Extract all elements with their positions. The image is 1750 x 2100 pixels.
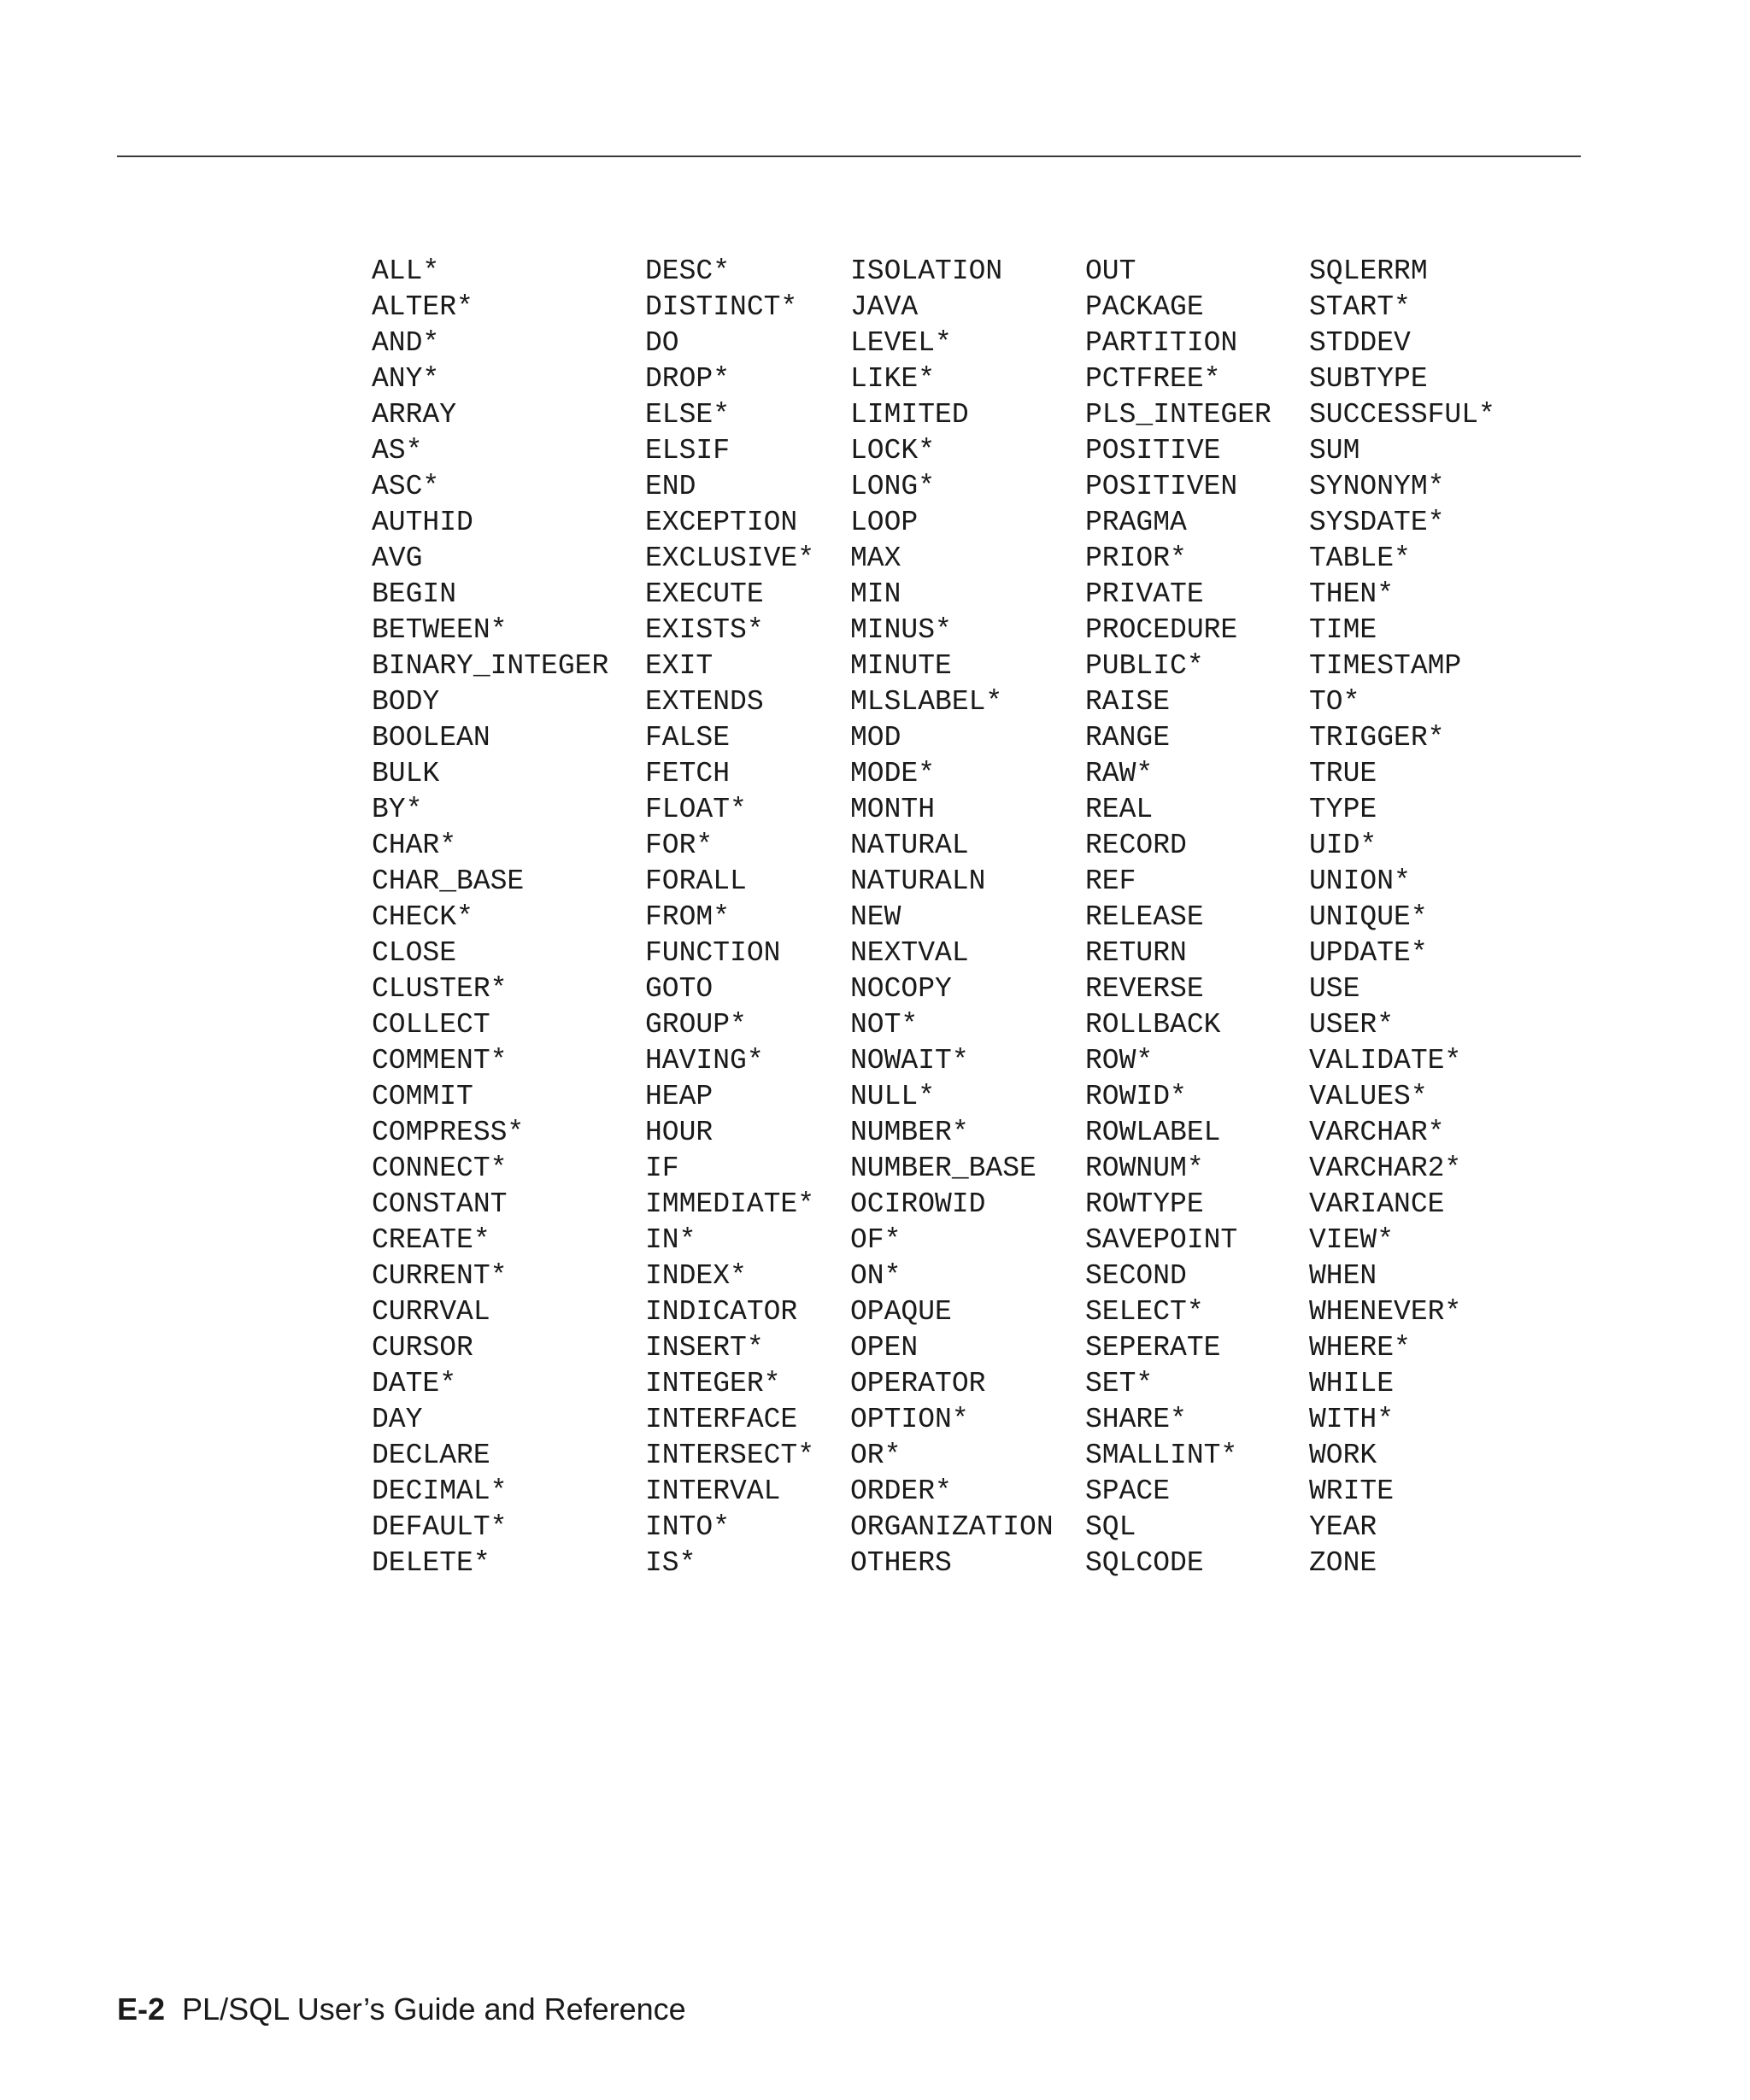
- reserved-word: FORALL: [645, 865, 747, 897]
- reserved-word: INDICATOR: [645, 1296, 798, 1328]
- reserved-word: TO*: [1309, 686, 1360, 718]
- reserved-word: REAL: [1085, 794, 1154, 825]
- reserved-word: PRIVATE: [1085, 578, 1204, 610]
- reserved-word: RANGE: [1085, 722, 1171, 754]
- reserved-word: COMMIT: [372, 1081, 473, 1112]
- page-footer: [117, 1991, 686, 2028]
- reserved-word: LIMITED: [850, 399, 969, 431]
- reserved-word: LONG*: [850, 471, 936, 502]
- reserved-word: INTERSECT*: [645, 1440, 815, 1471]
- reserved-word: TRUE: [1309, 758, 1377, 789]
- reserved-word: HOUR: [645, 1117, 714, 1148]
- reserved-word: GOTO: [645, 973, 714, 1005]
- reserved-word: COMMENT*: [372, 1045, 508, 1076]
- reserved-word: HAVING*: [645, 1045, 764, 1076]
- reserved-word: WHERE*: [1309, 1332, 1411, 1364]
- reserved-word: LOOP: [850, 507, 919, 538]
- reserved-word: MINUS*: [850, 614, 952, 646]
- reserved-word: EXISTS*: [645, 614, 764, 646]
- reserved-word: EXCLUSIVE*: [645, 543, 815, 574]
- reserved-word: ALL*: [372, 255, 440, 287]
- reserved-word: COMPRESS*: [372, 1117, 525, 1148]
- reserved-word: AND*: [372, 327, 440, 359]
- reserved-word: DECLARE: [372, 1440, 490, 1471]
- reserved-word: ASC*: [372, 471, 440, 502]
- reserved-word: RECORD: [1085, 830, 1187, 861]
- reserved-word: OPTION*: [850, 1404, 969, 1435]
- reserved-word: OPAQUE: [850, 1296, 952, 1328]
- reserved-word: SHARE*: [1085, 1404, 1187, 1435]
- reserved-word: FALSE: [645, 722, 731, 754]
- reserved-word: NOCOPY: [850, 973, 952, 1005]
- reserved-word: BEGIN: [372, 578, 457, 610]
- reserved-word: SECOND: [1085, 1260, 1187, 1292]
- reserved-word: BULK: [372, 758, 440, 789]
- reserved-word: VARIANCE: [1309, 1188, 1445, 1220]
- reserved-word: AVG: [372, 543, 423, 574]
- reserved-word: MAX: [850, 543, 901, 574]
- word-column-1: [372, 254, 645, 1581]
- reserved-word: OF*: [850, 1224, 901, 1256]
- reserved-word: IMMEDIATE*: [645, 1188, 815, 1220]
- reserved-word: PUBLIC*: [1085, 650, 1204, 682]
- reserved-word: VARCHAR*: [1309, 1117, 1445, 1148]
- reserved-word: IS*: [645, 1547, 696, 1579]
- reserved-word: OPEN: [850, 1332, 919, 1364]
- reserved-word: ALTER*: [372, 291, 473, 323]
- reserved-word: WHENEVER*: [1309, 1296, 1462, 1328]
- reserved-word: OCIROWID: [850, 1188, 986, 1220]
- reserved-word: NATURALN: [850, 865, 986, 897]
- reserved-word: ISOLATION: [850, 255, 1003, 287]
- reserved-word: NOT*: [850, 1009, 919, 1041]
- reserved-word: SYNONYM*: [1309, 471, 1445, 502]
- reserved-word: MIN: [850, 578, 901, 610]
- reserved-word: THEN*: [1309, 578, 1395, 610]
- reserved-word: SQL: [1085, 1511, 1136, 1543]
- reserved-word: FLOAT*: [645, 794, 747, 825]
- reserved-word: TRIGGER*: [1309, 722, 1445, 754]
- reserved-word: CLOSE: [372, 937, 457, 969]
- reserved-word: POSITIVEN: [1085, 471, 1238, 502]
- reserved-word: SUCCESSFUL*: [1309, 399, 1495, 431]
- reserved-word: ROWTYPE: [1085, 1188, 1204, 1220]
- reserved-word: ZONE: [1309, 1547, 1377, 1579]
- reserved-word: ORGANIZATION: [850, 1511, 1054, 1543]
- reserved-word: UNIQUE*: [1309, 901, 1428, 933]
- word-column-4: [1085, 254, 1309, 1581]
- reserved-word: GROUP*: [645, 1009, 747, 1041]
- reserved-word: STDDEV: [1309, 327, 1411, 359]
- reserved-word: SAVEPOINT: [1085, 1224, 1238, 1256]
- reserved-word: YEAR: [1309, 1511, 1377, 1543]
- reserved-word: UNION*: [1309, 865, 1411, 897]
- reserved-word: CURSOR: [372, 1332, 473, 1364]
- reserved-word: PROCEDURE: [1085, 614, 1238, 646]
- reserved-word: DISTINCT*: [645, 291, 798, 323]
- reserved-word: RETURN: [1085, 937, 1187, 969]
- header-rule: [117, 155, 1581, 157]
- reserved-word: HEAP: [645, 1081, 714, 1112]
- reserved-word: MOD: [850, 722, 901, 754]
- reserved-word: CLUSTER*: [372, 973, 508, 1005]
- reserved-word: ELSE*: [645, 399, 731, 431]
- book-title: PL/SQL User’s Guide and Reference: [182, 1991, 686, 2027]
- reserved-word: SQLERRM: [1309, 255, 1428, 287]
- word-column-2: [645, 254, 850, 1581]
- word-column-5: [1309, 254, 1523, 1581]
- page-number: E-2: [117, 1991, 166, 2027]
- reserved-word: INSERT*: [645, 1332, 764, 1364]
- reserved-word: NUMBER_BASE: [850, 1153, 1036, 1184]
- reserved-word: DO: [645, 327, 679, 359]
- reserved-word: ROWNUM*: [1085, 1153, 1204, 1184]
- reserved-word: ROW*: [1085, 1045, 1154, 1076]
- reserved-word: DELETE*: [372, 1547, 490, 1579]
- reserved-word: INTO*: [645, 1511, 731, 1543]
- reserved-word: WORK: [1309, 1440, 1377, 1471]
- reserved-word: PCTFREE*: [1085, 363, 1221, 395]
- reserved-word: INTERFACE: [645, 1404, 798, 1435]
- reserved-word: ON*: [850, 1260, 901, 1292]
- reserved-word: NEXTVAL: [850, 937, 969, 969]
- reserved-word: NOWAIT*: [850, 1045, 969, 1076]
- reserved-word: ROWLABEL: [1085, 1117, 1221, 1148]
- reserved-word: SYSDATE*: [1309, 507, 1445, 538]
- reserved-word: FOR*: [645, 830, 714, 861]
- reserved-word: RAISE: [1085, 686, 1171, 718]
- reserved-word: TYPE: [1309, 794, 1377, 825]
- reserved-word: TIMESTAMP: [1309, 650, 1462, 682]
- reserved-word: SUBTYPE: [1309, 363, 1428, 395]
- reserved-word: NATURAL: [850, 830, 969, 861]
- reserved-word: DESC*: [645, 255, 731, 287]
- reserved-word: DROP*: [645, 363, 731, 395]
- reserved-word: JAVA: [850, 291, 919, 323]
- reserved-word: OTHERS: [850, 1547, 952, 1579]
- reserved-word: NUMBER*: [850, 1117, 969, 1148]
- reserved-word: USER*: [1309, 1009, 1395, 1041]
- reserved-word: DEFAULT*: [372, 1511, 508, 1543]
- reserved-word: MINUTE: [850, 650, 952, 682]
- reserved-word: IF: [645, 1153, 679, 1184]
- reserved-word: LEVEL*: [850, 327, 952, 359]
- reserved-word: WITH*: [1309, 1404, 1395, 1435]
- reserved-words-table: [372, 254, 1523, 1581]
- reserved-word: ANY*: [372, 363, 440, 395]
- reserved-word: VARCHAR2*: [1309, 1153, 1462, 1184]
- reserved-word: LIKE*: [850, 363, 936, 395]
- reserved-word: UID*: [1309, 830, 1377, 861]
- reserved-word: OPERATOR: [850, 1368, 986, 1399]
- reserved-word: INDEX*: [645, 1260, 747, 1292]
- reserved-word: PACKAGE: [1085, 291, 1204, 323]
- reserved-word: TIME: [1309, 614, 1377, 646]
- reserved-word: RELEASE: [1085, 901, 1204, 933]
- reserved-word: CHAR*: [372, 830, 457, 861]
- reserved-word: RAW*: [1085, 758, 1154, 789]
- reserved-word: SELECT*: [1085, 1296, 1204, 1328]
- reserved-word: POSITIVE: [1085, 435, 1221, 466]
- reserved-word: COLLECT: [372, 1009, 490, 1041]
- reserved-word: BODY: [372, 686, 440, 718]
- reserved-word: CURRVAL: [372, 1296, 490, 1328]
- reserved-word: DECIMAL*: [372, 1475, 508, 1507]
- reserved-word: REVERSE: [1085, 973, 1204, 1005]
- reserved-word: ARRAY: [372, 399, 457, 431]
- reserved-word: AUTHID: [372, 507, 473, 538]
- reserved-word: FETCH: [645, 758, 731, 789]
- reserved-word: VIEW*: [1309, 1224, 1395, 1256]
- reserved-word: BOOLEAN: [372, 722, 490, 754]
- reserved-word: VALIDATE*: [1309, 1045, 1462, 1076]
- reserved-word: OUT: [1085, 255, 1136, 287]
- reserved-word: CONNECT*: [372, 1153, 508, 1184]
- reserved-word: AS*: [372, 435, 423, 466]
- reserved-word: UPDATE*: [1309, 937, 1428, 969]
- reserved-word: INTERVAL: [645, 1475, 781, 1507]
- reserved-word: FROM*: [645, 901, 731, 933]
- reserved-word: SMALLINT*: [1085, 1440, 1238, 1471]
- reserved-word: CHAR_BASE: [372, 865, 525, 897]
- reserved-word: NEW: [850, 901, 901, 933]
- reserved-word: USE: [1309, 973, 1360, 1005]
- reserved-word: DAY: [372, 1404, 423, 1435]
- reserved-word: ROLLBACK: [1085, 1009, 1221, 1041]
- reserved-word: MLSLABEL*: [850, 686, 1003, 718]
- reserved-word: START*: [1309, 291, 1411, 323]
- reserved-word: ROWID*: [1085, 1081, 1187, 1112]
- reserved-word: ORDER*: [850, 1475, 952, 1507]
- reserved-word: CURRENT*: [372, 1260, 508, 1292]
- reserved-word: VALUES*: [1309, 1081, 1428, 1112]
- reserved-word: MONTH: [850, 794, 936, 825]
- reserved-word: PLS_INTEGER: [1085, 399, 1271, 431]
- reserved-word: SEPERATE: [1085, 1332, 1221, 1364]
- reserved-word: DATE*: [372, 1368, 457, 1399]
- reserved-word: INTEGER*: [645, 1368, 781, 1399]
- reserved-word: CONSTANT: [372, 1188, 508, 1220]
- reserved-word: BY*: [372, 794, 423, 825]
- reserved-word: NULL*: [850, 1081, 936, 1112]
- reserved-word: EXCEPTION: [645, 507, 798, 538]
- reserved-word: PARTITION: [1085, 327, 1238, 359]
- reserved-word: SET*: [1085, 1368, 1154, 1399]
- reserved-word: WRITE: [1309, 1475, 1395, 1507]
- reserved-word: FUNCTION: [645, 937, 781, 969]
- reserved-word: EXIT: [645, 650, 714, 682]
- word-column-3: [850, 254, 1085, 1581]
- reserved-word: OR*: [850, 1440, 901, 1471]
- reserved-word: REF: [1085, 865, 1136, 897]
- reserved-word: TABLE*: [1309, 543, 1411, 574]
- reserved-word: SQLCODE: [1085, 1547, 1204, 1579]
- reserved-word: IN*: [645, 1224, 696, 1256]
- reserved-word: SPACE: [1085, 1475, 1171, 1507]
- reserved-word: BINARY_INTEGER: [372, 650, 609, 682]
- reserved-word: MODE*: [850, 758, 936, 789]
- reserved-word: END: [645, 471, 696, 502]
- reserved-word: WHILE: [1309, 1368, 1395, 1399]
- reserved-word: EXTENDS: [645, 686, 764, 718]
- reserved-word: BETWEEN*: [372, 614, 508, 646]
- reserved-word: CREATE*: [372, 1224, 490, 1256]
- reserved-word: WHEN: [1309, 1260, 1377, 1292]
- reserved-word: LOCK*: [850, 435, 936, 466]
- reserved-word: EXECUTE: [645, 578, 764, 610]
- reserved-word: SUM: [1309, 435, 1360, 466]
- reserved-word: CHECK*: [372, 901, 473, 933]
- reserved-word: PRIOR*: [1085, 543, 1187, 574]
- reserved-word: ELSIF: [645, 435, 731, 466]
- reserved-word: PRAGMA: [1085, 507, 1187, 538]
